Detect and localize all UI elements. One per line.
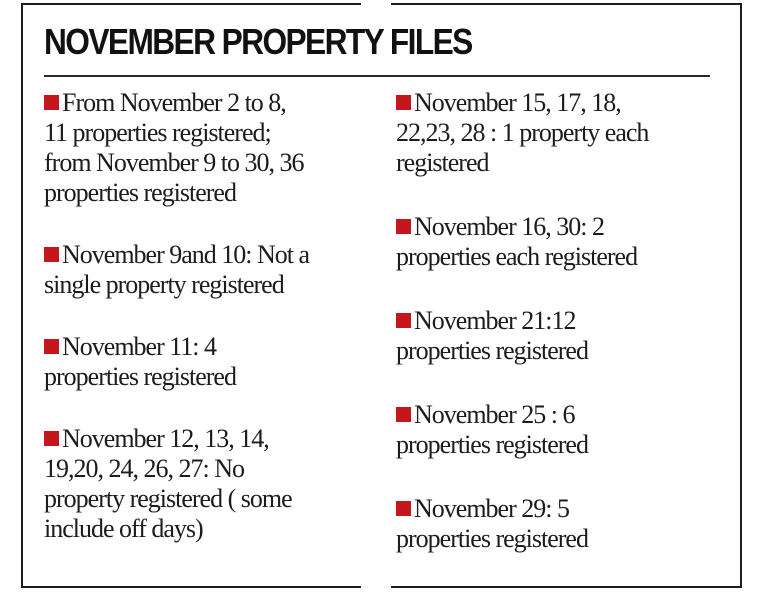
red-square-bullet-icon <box>396 313 411 328</box>
entry-text: November 29: 5 <box>414 494 569 523</box>
entry-line: single property registered <box>44 270 284 299</box>
entry-text: From November 2 to 8, <box>62 88 286 117</box>
red-square-bullet-icon <box>396 219 411 234</box>
list-item <box>396 212 714 272</box>
left-column <box>44 88 366 576</box>
entry-text: November 16, 30: 2 <box>414 212 604 241</box>
list-item <box>44 424 366 544</box>
red-square-bullet-icon <box>396 501 411 516</box>
frame-gap-bottom <box>361 583 391 595</box>
list-item <box>396 400 714 460</box>
list-item <box>396 494 714 554</box>
entry-line <box>44 240 366 270</box>
entry-line: 19,20, 24, 26, 27: No <box>44 454 244 483</box>
entry-text: November 25 : 6 <box>414 400 575 429</box>
entry-text: November 11: 4 <box>62 332 216 361</box>
entry-line <box>396 88 714 118</box>
red-square-bullet-icon <box>44 95 59 110</box>
frame-gap-top <box>361 0 391 10</box>
entry-line: properties registered <box>396 336 588 365</box>
entry-line: properties registered <box>396 430 588 459</box>
red-square-bullet-icon <box>396 95 411 110</box>
entry-line: properties registered <box>44 362 236 391</box>
title-divider <box>44 75 710 77</box>
list-item <box>396 306 714 366</box>
red-square-bullet-icon <box>44 339 59 354</box>
entry-line: from November 9 to 30, 36 <box>44 148 304 177</box>
red-square-bullet-icon <box>44 247 59 262</box>
entry-line: 11 properties registered; <box>44 118 271 147</box>
entry-text: November 9and 10: Not a <box>62 240 310 269</box>
entry-text: November 12, 13, 14, <box>62 424 269 453</box>
entry-line <box>396 212 714 242</box>
list-item <box>44 240 366 300</box>
entry-line: properties registered <box>44 178 236 207</box>
list-item <box>396 88 714 178</box>
page-title: NOVEMBER PROPERTY FILES <box>44 21 472 62</box>
list-item <box>44 332 366 392</box>
entry-line: property registered ( some <box>44 484 292 513</box>
entry-line <box>44 332 366 362</box>
entry-text: November 15, 17, 18, <box>414 88 621 117</box>
red-square-bullet-icon <box>44 431 59 446</box>
entry-line: registered <box>396 148 489 177</box>
entry-line: properties each registered <box>396 242 638 271</box>
list-item <box>44 88 366 208</box>
entry-line <box>396 494 714 524</box>
entry-line <box>396 400 714 430</box>
entry-line: properties registered <box>396 524 588 553</box>
entry-line <box>44 424 366 454</box>
entry-text: November 21:12 <box>414 306 576 335</box>
entry-line <box>44 88 366 118</box>
entry-line: 22,23, 28 : 1 property each <box>396 118 649 147</box>
red-square-bullet-icon <box>396 407 411 422</box>
entry-line: include off days) <box>44 514 203 543</box>
entry-line <box>396 306 714 336</box>
right-column <box>396 88 714 588</box>
